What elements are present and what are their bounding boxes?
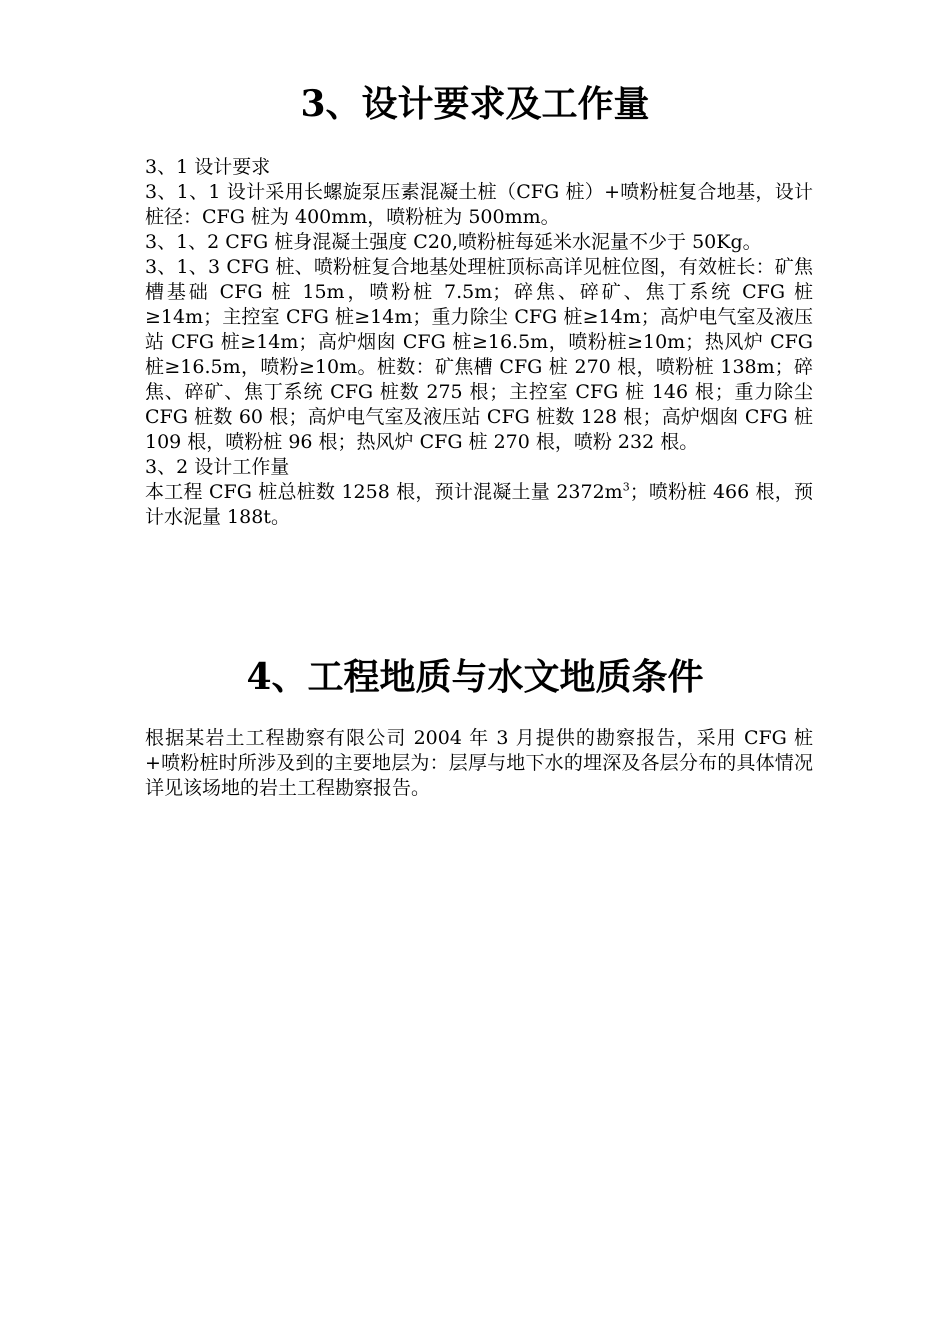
paragraph-4-1: 根据某岩土工程勘察有限公司 2004 年 3 月提供的勘察报告，采用 CFG 桩+喷粉桩时所涉及到的主要地层为：层厚与地下水的埋深及各层分布的具体情况详见该场地的岩土工程勘察报告。 bbox=[145, 727, 813, 799]
paragraph-3-1-2: 3、1、2 CFG 桩身混凝土强度 C20,喷粉桩每延米水泥量不少于 50Kg。 bbox=[145, 231, 762, 253]
section-3-body bbox=[145, 155, 813, 530]
paragraph-3-1-3: 3、1、3 CFG 桩、喷粉桩复合地基处理桩顶标高详见桩位图，有效桩长：矿焦槽基础 CFG 桩 15m，喷粉桩 7.5m；碎焦、碎矿、焦丁系统 CFG 桩≥14m；主控室 CFG 桩≥14m；重力除尘 CFG 桩≥14m；高炉电气室及液压站 CFG 桩≥14m；高炉烟囱 CFG 桩≥16.5m，喷粉桩≥10m；热风炉 CFG 桩≥16.5m，喷粉≥10m。桩数：矿焦槽 CFG 桩 270 根，喷粉桩 138m；碎焦、碎矿、焦丁系统 CFG 桩数 275 根；主控室 CFG 桩 146 根；重力除尘 CFG 桩数 60 根；高炉电气室及液压站 CFG 桩数 128 根；高炉烟囱 CFG 桩 109 根，喷粉桩 96 根；热风炉 CFG 桩 270 根，喷粉 232 根。 bbox=[145, 256, 813, 453]
section-4-body bbox=[145, 726, 813, 801]
section-4-title: 4、工程地质与水文地质条件 bbox=[246, 656, 704, 698]
section-3-title: 3、设计要求及工作量 bbox=[300, 83, 650, 125]
paragraph-3-2 bbox=[145, 480, 813, 530]
subsection-3-2-title: 3、2 设计工作量 bbox=[145, 456, 290, 478]
subsection-3-1-title: 3、1 设计要求 bbox=[145, 156, 271, 178]
paragraph-3-1-1: 3、1、1 设计采用长螺旋泵压素混凝土桩（CFG 桩）+喷粉桩复合地基，设计桩径：CFG 桩为 400mm，喷粉桩为 500mm。 bbox=[145, 181, 813, 228]
paragraph-3-2-text-start: 本工程 CFG 桩总桩数 1258 根，预计混凝土量 2372m bbox=[145, 481, 623, 503]
paragraph-3-2-text-end: ；喷粉桩 466 根，预计水泥量 188t。 bbox=[145, 481, 813, 528]
cubic-superscript: 3 bbox=[622, 480, 630, 494]
